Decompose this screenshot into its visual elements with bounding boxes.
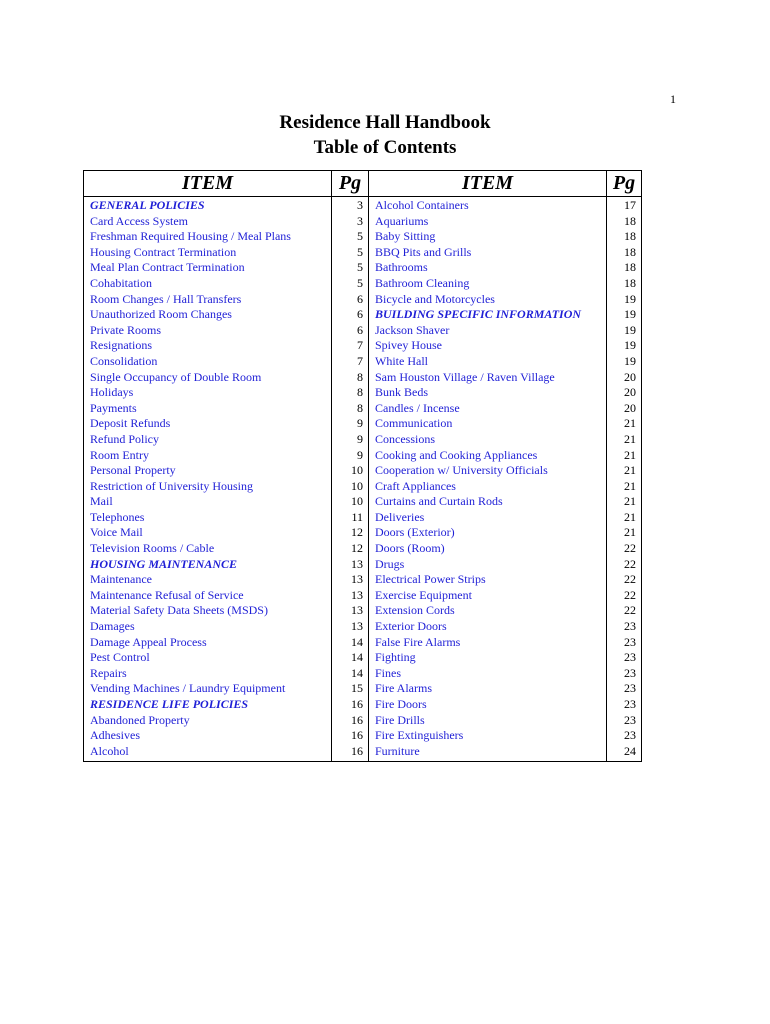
- toc-page-right: 23: [607, 619, 642, 635]
- toc-page-right: 21: [607, 463, 642, 479]
- toc-entry-left[interactable]: Television Rooms / Cable: [84, 541, 332, 557]
- toc-page-left: 5: [332, 276, 369, 292]
- toc-page-left: 13: [332, 557, 369, 573]
- toc-page-right: 24: [607, 744, 642, 762]
- table-row: [84, 697, 642, 713]
- toc-entry-left[interactable]: Card Access System: [84, 214, 332, 230]
- toc-page-right: 23: [607, 697, 642, 713]
- toc-entry-right[interactable]: BUILDING SPECIFIC INFORMATION: [369, 307, 607, 323]
- column-header-item-right: ITEM: [369, 171, 607, 197]
- toc-page-right: 23: [607, 728, 642, 744]
- toc-entry-right[interactable]: Fire Extinguishers: [369, 728, 607, 744]
- toc-entry-left[interactable]: Single Occupancy of Double Room: [84, 370, 332, 386]
- toc-page-right: 18: [607, 214, 642, 230]
- table-row: [84, 323, 642, 339]
- toc-page-left: 8: [332, 401, 369, 417]
- toc-page-right: 21: [607, 448, 642, 464]
- toc-page-left: 5: [332, 260, 369, 276]
- toc-page-right: 23: [607, 650, 642, 666]
- toc-page-left: 14: [332, 666, 369, 682]
- toc-page-left: 9: [332, 448, 369, 464]
- toc-entry-left[interactable]: Restriction of University Housing: [84, 479, 332, 495]
- toc-page-right: 22: [607, 588, 642, 604]
- toc-page-left: 10: [332, 479, 369, 495]
- toc-page-left: 13: [332, 572, 369, 588]
- toc-entry-right[interactable]: Exercise Equipment: [369, 588, 607, 604]
- toc-page-left: 7: [332, 354, 369, 370]
- toc-entry-left[interactable]: Private Rooms: [84, 323, 332, 339]
- toc-page-left: 13: [332, 588, 369, 604]
- table-row: [84, 666, 642, 682]
- toc-entry-left[interactable]: Meal Plan Contract Termination: [84, 260, 332, 276]
- toc-entry-right[interactable]: Alcohol Containers: [369, 197, 607, 214]
- toc-page-right: 19: [607, 323, 642, 339]
- toc-entry-left[interactable]: Material Safety Data Sheets (MSDS): [84, 603, 332, 619]
- table-row: [84, 681, 642, 697]
- toc-entry-left[interactable]: Holidays: [84, 385, 332, 401]
- toc-page-right: 20: [607, 401, 642, 417]
- toc-page-left: 3: [332, 197, 369, 214]
- toc-entry-right[interactable]: Fire Doors: [369, 697, 607, 713]
- table-row: [84, 448, 642, 464]
- table-row: [84, 385, 642, 401]
- toc-page-right: 21: [607, 494, 642, 510]
- column-header-pg-right: Pg: [607, 171, 642, 197]
- table-row: [84, 245, 642, 261]
- toc-entry-right[interactable]: Candles / Incense: [369, 401, 607, 417]
- toc-page-left: 15: [332, 681, 369, 697]
- toc-page-left: 3: [332, 214, 369, 230]
- toc-page-right: 18: [607, 260, 642, 276]
- column-header-pg-left: Pg: [332, 171, 369, 197]
- table-row: [84, 588, 642, 604]
- toc-entry-right[interactable]: Extension Cords: [369, 603, 607, 619]
- toc-entry-left[interactable]: Mail: [84, 494, 332, 510]
- toc-entry-left[interactable]: Payments: [84, 401, 332, 417]
- table-row: [84, 713, 642, 729]
- toc-entry-right[interactable]: White Hall: [369, 354, 607, 370]
- toc-page-right: 22: [607, 603, 642, 619]
- toc-entry-right[interactable]: Craft Appliances: [369, 479, 607, 495]
- toc-page-left: 13: [332, 619, 369, 635]
- toc-page-right: 20: [607, 385, 642, 401]
- column-header-item-left: ITEM: [84, 171, 332, 197]
- toc-entry-right[interactable]: Cooking and Cooking Appliances: [369, 448, 607, 464]
- toc-page-left: 5: [332, 229, 369, 245]
- toc-page-right: 22: [607, 557, 642, 573]
- toc-entry-right[interactable]: Concessions: [369, 432, 607, 448]
- toc-entry-right[interactable]: Jackson Shaver: [369, 323, 607, 339]
- toc-page-right: 23: [607, 681, 642, 697]
- toc-page-left: 6: [332, 307, 369, 323]
- table-row: [84, 354, 642, 370]
- toc-entry-right[interactable]: Deliveries: [369, 510, 607, 526]
- toc-entry-right[interactable]: Exterior Doors: [369, 619, 607, 635]
- toc-page-left: 16: [332, 744, 369, 762]
- toc-entry-left[interactable]: Room Entry: [84, 448, 332, 464]
- toc-page-right: 18: [607, 276, 642, 292]
- toc-page-right: 18: [607, 229, 642, 245]
- toc-entry-right[interactable]: Bunk Beds: [369, 385, 607, 401]
- toc-page-right: 17: [607, 197, 642, 214]
- table-row: [84, 276, 642, 292]
- title-block: [0, 110, 770, 160]
- table-row: [84, 510, 642, 526]
- toc-page-left: 14: [332, 650, 369, 666]
- table-row: [84, 416, 642, 432]
- table-row: [84, 635, 642, 651]
- table-row: [84, 432, 642, 448]
- toc-entry-right[interactable]: Fire Alarms: [369, 681, 607, 697]
- toc-entry-left[interactable]: Freshman Required Housing / Meal Plans: [84, 229, 332, 245]
- toc-entry-left[interactable]: Vending Machines / Laundry Equipment: [84, 681, 332, 697]
- table-row: [84, 292, 642, 308]
- toc-entry-right[interactable]: Fighting: [369, 650, 607, 666]
- toc-page-right: 21: [607, 432, 642, 448]
- toc-body: [84, 197, 642, 762]
- table-row: [84, 479, 642, 495]
- toc-page-right: 21: [607, 510, 642, 526]
- toc-entry-right[interactable]: Communication: [369, 416, 607, 432]
- toc-entry-left[interactable]: Cohabitation: [84, 276, 332, 292]
- toc-entry-left[interactable]: Abandoned Property: [84, 713, 332, 729]
- toc-entry-left[interactable]: Unauthorized Room Changes: [84, 307, 332, 323]
- toc-page-right: 19: [607, 307, 642, 323]
- toc-entry-left[interactable]: Consolidation: [84, 354, 332, 370]
- toc-page-right: 23: [607, 713, 642, 729]
- toc-page-right: 18: [607, 245, 642, 261]
- toc-entry-right[interactable]: Fire Drills: [369, 713, 607, 729]
- toc-entry-left[interactable]: Damage Appeal Process: [84, 635, 332, 651]
- toc-entry-right[interactable]: Bathrooms: [369, 260, 607, 276]
- toc-entry-left[interactable]: Telephones: [84, 510, 332, 526]
- toc-entry-left[interactable]: Housing Contract Termination: [84, 245, 332, 261]
- toc-entry-right[interactable]: Baby Sitting: [369, 229, 607, 245]
- toc-entry-left[interactable]: Personal Property: [84, 463, 332, 479]
- toc-page-right: 21: [607, 416, 642, 432]
- toc-entry-left[interactable]: Pest Control: [84, 650, 332, 666]
- toc-page-left: 10: [332, 463, 369, 479]
- toc-page-right: 23: [607, 666, 642, 682]
- table-row: [84, 214, 642, 230]
- table-row: [84, 650, 642, 666]
- table-row: [84, 728, 642, 744]
- table-row: [84, 541, 642, 557]
- toc-page-left: 14: [332, 635, 369, 651]
- toc-entry-right[interactable]: Bathroom Cleaning: [369, 276, 607, 292]
- toc-page-right: 21: [607, 525, 642, 541]
- toc-page-left: 16: [332, 713, 369, 729]
- table-row: [84, 338, 642, 354]
- toc-entry-right[interactable]: Aquariums: [369, 214, 607, 230]
- toc-entry-right[interactable]: Fines: [369, 666, 607, 682]
- toc-page-left: 12: [332, 541, 369, 557]
- header-row: [84, 171, 642, 197]
- toc-entry-left[interactable]: Deposit Refunds: [84, 416, 332, 432]
- toc-page-left: 5: [332, 245, 369, 261]
- toc-page-left: 16: [332, 697, 369, 713]
- toc-page-right: 19: [607, 354, 642, 370]
- toc-page-left: 16: [332, 728, 369, 744]
- toc-page-left: 6: [332, 292, 369, 308]
- toc-entry-left[interactable]: Resignations: [84, 338, 332, 354]
- toc-page-right: 19: [607, 338, 642, 354]
- toc-page-left: 10: [332, 494, 369, 510]
- toc-entry-left[interactable]: Maintenance: [84, 572, 332, 588]
- toc-page-left: 7: [332, 338, 369, 354]
- toc-entry-right[interactable]: Bicycle and Motorcycles: [369, 292, 607, 308]
- toc-page-right: 22: [607, 572, 642, 588]
- toc-entry-right[interactable]: Cooperation w/ University Officials: [369, 463, 607, 479]
- table-row: [84, 525, 642, 541]
- table-row: [84, 744, 642, 762]
- toc-entry-left[interactable]: Voice Mail: [84, 525, 332, 541]
- page-number: 1: [670, 92, 676, 106]
- toc-entry-right[interactable]: Curtains and Curtain Rods: [369, 494, 607, 510]
- toc-entry-left[interactable]: Room Changes / Hall Transfers: [84, 292, 332, 308]
- toc-entry-left[interactable]: RESIDENCE LIFE POLICIES: [84, 697, 332, 713]
- toc-page-right: 20: [607, 370, 642, 386]
- document-subtitle: Table of Contents: [313, 137, 457, 158]
- table-row: [84, 572, 642, 588]
- toc-page-left: 8: [332, 385, 369, 401]
- table-of-contents: [83, 170, 642, 762]
- toc-entry-left[interactable]: Maintenance Refusal of Service: [84, 588, 332, 604]
- table-row: [84, 401, 642, 417]
- table-row: [84, 197, 642, 214]
- table-row: [84, 307, 642, 323]
- toc-entry-left[interactable]: HOUSING MAINTENANCE: [84, 557, 332, 573]
- table-row: [84, 557, 642, 573]
- toc-entry-left[interactable]: Damages: [84, 619, 332, 635]
- toc-entry-right[interactable]: Doors (Exterior): [369, 525, 607, 541]
- toc-page-right: 21: [607, 479, 642, 495]
- toc-page-left: 11: [332, 510, 369, 526]
- table-row: [84, 229, 642, 245]
- toc-entry-left[interactable]: Refund Policy: [84, 432, 332, 448]
- toc-entry-left[interactable]: Adhesives: [84, 728, 332, 744]
- toc-entry-left[interactable]: Alcohol: [84, 744, 332, 762]
- toc-page-left: 9: [332, 432, 369, 448]
- table-row: [84, 370, 642, 386]
- toc-page-right: 19: [607, 292, 642, 308]
- toc-entry-right[interactable]: Sam Houston Village / Raven Village: [369, 370, 607, 386]
- document-title: Residence Hall Handbook: [279, 112, 491, 133]
- toc-entry-right[interactable]: Furniture: [369, 744, 607, 762]
- toc-entry-right[interactable]: BBQ Pits and Grills: [369, 245, 607, 261]
- toc-entry-right[interactable]: Doors (Room): [369, 541, 607, 557]
- table-row: [84, 463, 642, 479]
- toc-page-left: 6: [332, 323, 369, 339]
- toc-page-left: 8: [332, 370, 369, 386]
- toc-page-left: 9: [332, 416, 369, 432]
- toc-entry-right[interactable]: Spivey House: [369, 338, 607, 354]
- toc-entry-left[interactable]: Repairs: [84, 666, 332, 682]
- toc-page-right: 22: [607, 541, 642, 557]
- toc-entry-left[interactable]: GENERAL POLICIES: [84, 197, 332, 214]
- table-row: [84, 494, 642, 510]
- table-row: [84, 619, 642, 635]
- toc-entry-right[interactable]: Drugs: [369, 557, 607, 573]
- table-row: [84, 603, 642, 619]
- toc-page-left: 12: [332, 525, 369, 541]
- table-row: [84, 260, 642, 276]
- toc-entry-right[interactable]: False Fire Alarms: [369, 635, 607, 651]
- toc-page-right: 23: [607, 635, 642, 651]
- toc-page-left: 13: [332, 603, 369, 619]
- toc-entry-right[interactable]: Electrical Power Strips: [369, 572, 607, 588]
